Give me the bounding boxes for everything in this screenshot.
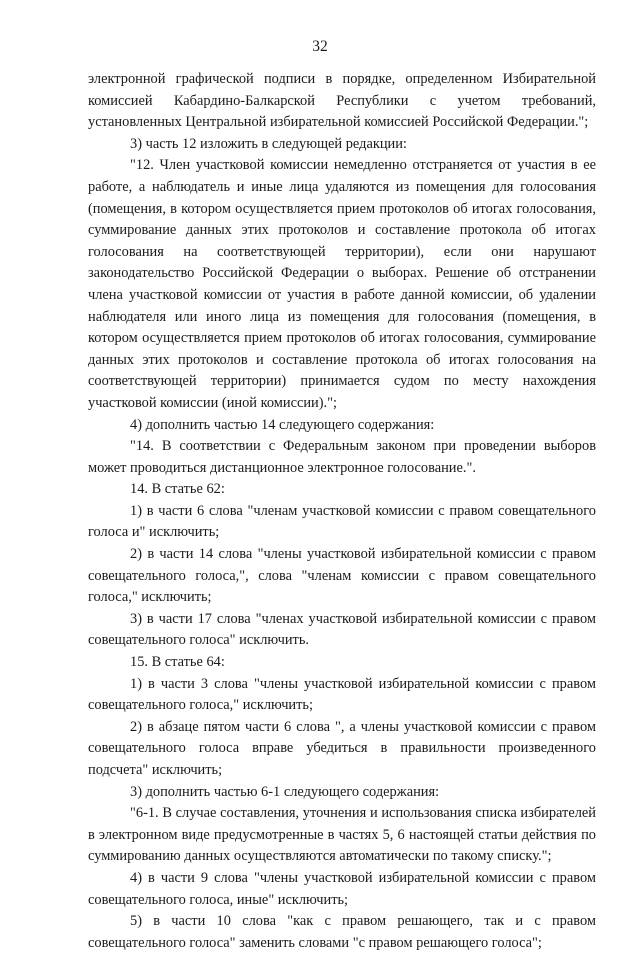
document-body [88,69,596,954]
paragraph: 15. В статье 64: [130,654,225,671]
paragraph: 14. В статье 62: [130,481,225,498]
paragraph: 2) в части 14 слова "члены участковой избирательной комиссии с правом совещательного голоса,", слова "членам комиссии с правом совещательного голоса," исключить; [88,546,596,606]
paragraph: 4) дополнить частью 14 следующего содержания: [130,416,435,433]
page-number: 32 [312,38,328,55]
paragraph: 1) в части 6 слова "членам участковой комиссии с правом совещательного голоса и" исключить; [88,502,596,541]
paragraph: 3) в части 17 слова "членах участковой избирательной комиссии с правом совещательного голоса" исключить. [88,610,596,649]
paragraph: 4) в части 9 слова "члены участковой избирательной комиссии с правом совещательного голоса, иные" исключить; [88,869,596,908]
paragraph: 3) часть 12 изложить в следующей редакции: [130,135,407,152]
paragraph: 5) в части 10 слова "как с правом решающего, так и с правом совещательного голоса" заменить словами "с правом решающего голоса"; [88,913,596,951]
paragraph: 1) в части 3 слова "члены участковой избирательной комиссии с правом совещательного голоса," исключить; [88,675,596,714]
paragraph: "14. В соответствии с Федеральным законом при проведении выборов может проводиться дистанционное электронное голосование.". [88,438,596,476]
paragraph: "6-1. В случае составления, уточнения и использования списка избирателей в электронном виде предусмотренные в частях 5, 6 настоящей статьи действия по суммированию данных осуществляются автоматически по такому списку."; [88,805,596,865]
paragraph: "12. Член участковой комиссии немедленно отстраняется от участия в ее работе, а наблюдатель и иные лица удаляются из помещения для голосования (помещения, в котором осуществляется прием протоколов об итогах голосования, суммирование данных этих протоколов и составление протокола об итогах голосования на соответствующей территории), если они нарушают законодательство Российской Федерации о выборах. Решение об отстранении члена участковой комиссии от участия в работе данной комиссии, об удалении наблюдателя или иного лица из помещения для голосования (помещения, в котором осуществляется прием протоколов об итогах голосования, суммирование данных этих протоколов и составление протокола об итогах голосования на соответствующей территории) принимается судом по месту нахождения участковой комиссии (иной комиссии)."; [88,157,596,411]
paragraph: 3) дополнить частью 6-1 следующего содержания: [130,783,440,800]
paragraph: 2) в абзаце пятом части 6 слова ", а члены участковой комиссии с правом совещательного голоса вправе убедиться в правильности произведенного подсчета" исключить; [88,718,596,778]
paragraph: электронной графической подписи в порядке, определенном Избирательной комиссией Кабардино-Балкарской Республики с учетом требований, установленных Центральной избирательной комиссией Российской Федерации."; [88,71,596,131]
